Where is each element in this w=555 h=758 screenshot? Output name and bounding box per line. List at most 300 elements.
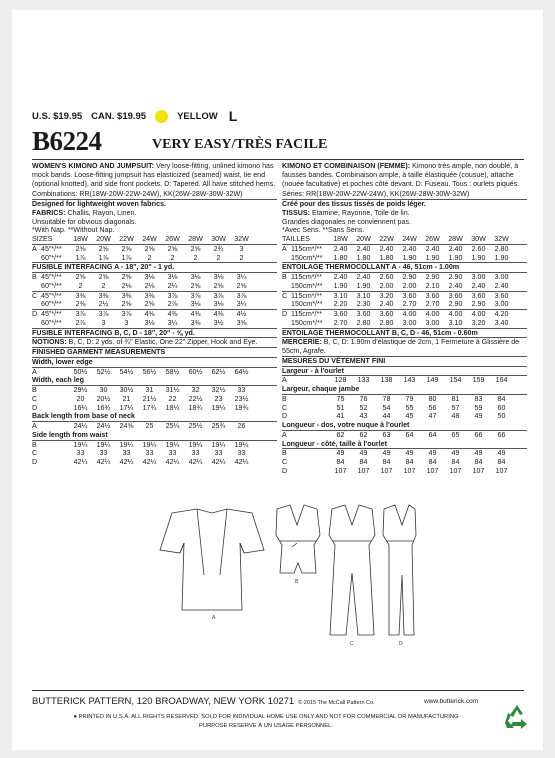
row-value: 3¼: [236, 273, 247, 281]
row-value: 56: [428, 403, 437, 412]
row-value: 64: [428, 430, 437, 439]
row-value: 19¼: [211, 440, 226, 449]
row-value: 2.60: [379, 273, 394, 281]
row-value: 3.20: [471, 318, 486, 327]
row-value: 2⅝: [190, 244, 201, 253]
interfacing-line: FUSIBLE INTERFACING A - 18", 20" - 1 yd.: [32, 263, 277, 273]
sizes-label: SIZES: [32, 235, 53, 243]
view-d-jumpsuit-drawing: [383, 505, 416, 635]
row-key: D: [282, 310, 288, 318]
row-value: 3¼: [167, 318, 178, 327]
row-value: 2.90: [448, 300, 463, 309]
row-value: 2.40: [333, 273, 348, 281]
row-value: 3.00: [425, 318, 440, 327]
row-value: 3.00: [494, 273, 509, 281]
row-value: 1⅞: [121, 253, 132, 262]
row-value: 76: [359, 394, 368, 403]
row-value: 3.10: [448, 318, 463, 327]
row-value: 43: [359, 412, 368, 421]
row-value: 3⅜: [98, 291, 109, 300]
row-value: 133: [357, 376, 370, 385]
description-title: KIMONO ET COMBINAISON (FEMME):: [282, 162, 411, 170]
row-value: 2⅞: [167, 300, 178, 309]
row-value: 50½: [73, 367, 88, 376]
row-value: 60½: [188, 367, 203, 376]
row-value: 49: [451, 449, 460, 458]
yardage-row: [32, 282, 277, 292]
yardage-row: [282, 300, 527, 310]
row-value: 3¼: [236, 300, 247, 309]
row-key: [32, 282, 41, 291]
row-key: B: [282, 273, 287, 281]
row-value: 19¼: [211, 403, 226, 412]
measurement-heading: Side length from waist: [32, 431, 277, 441]
row-value: 49: [474, 412, 483, 421]
size-header-cell: 30W: [471, 235, 486, 243]
row-value: 84: [474, 458, 483, 466]
row-value: 2.10: [425, 281, 440, 290]
row-value: 4.00: [425, 310, 440, 318]
row-value: 2½: [98, 300, 109, 309]
row-value: 44: [382, 412, 391, 421]
price-row: [32, 108, 237, 124]
row-value: 2¼: [167, 281, 178, 290]
company-address: BUTTERICK PATTERN, 120 BROADWAY, NEW YORK 10271: [32, 696, 295, 707]
row-value: 25¼: [165, 422, 180, 430]
row-key: B: [32, 440, 37, 449]
garment-line-drawings: [152, 495, 417, 660]
row-value: 42¼: [96, 458, 111, 466]
fabrics-text: Challis, Rayon, Linen.: [67, 208, 137, 217]
measurement-heading: Largeur - à l'ourlet: [282, 367, 527, 377]
row-width: 150cm*/**: [291, 281, 323, 290]
row-value: 18¾: [188, 403, 203, 412]
measurement-row: [282, 412, 527, 421]
row-value: 1.90: [333, 281, 348, 290]
row-value: 49: [474, 449, 483, 458]
unsuitable-note: Grandes diagonales ne conviennent pas.: [282, 217, 411, 226]
combinations: Combinations: RR(18W-20W-22W-24W), KK(26W-28W-30W-32W): [32, 190, 277, 200]
row-value: 33: [168, 449, 177, 458]
interfacing-line: ENTOILAGE THERMOCOLLANT B, C, D - 46, 51cm - 0.60m: [282, 329, 527, 339]
row-width: [291, 449, 329, 458]
notions-line: [32, 338, 277, 348]
view-c-jumpsuit-drawing: [329, 505, 375, 635]
row-value: 3⅜: [75, 291, 86, 300]
row-value: 84: [428, 458, 437, 466]
row-value: 3: [101, 318, 106, 327]
row-key: [282, 300, 291, 309]
color-dot-icon: [155, 110, 168, 123]
row-value: 56½: [142, 367, 157, 376]
description-text: Very loose-fitting, unlined kimono has mock bands. Loose-fitting jumpsuit has elasticized (seamed) waist, tie end (optional knotted), and side front pockets. D: Tapered. All have stitched hems.: [32, 162, 276, 188]
row-value: 107: [334, 466, 347, 475]
row-value: 2: [239, 253, 244, 262]
fig-label-a: A: [212, 615, 216, 621]
row-value: 64: [405, 430, 414, 439]
row-value: 2.40: [402, 244, 417, 253]
yardage-row: [32, 254, 277, 264]
row-value: 2.70: [333, 318, 348, 327]
copyright: © 2015 The McCall Pattern Co.: [298, 700, 375, 706]
row-value: 3⅞: [167, 291, 178, 300]
row-value: 3.60: [471, 291, 486, 300]
row-value: 4⅜: [144, 310, 155, 318]
row-value: 57: [451, 403, 460, 412]
nap-note: *Avec Sens. **Sans Sens.: [282, 226, 365, 235]
row-value: 19¼: [188, 440, 203, 449]
row-value: 33: [191, 449, 200, 458]
row-value: 33: [214, 449, 223, 458]
row-value: 2.40: [379, 300, 394, 309]
row-value: 164: [495, 376, 508, 385]
measurement-heading: Largeur, chaque jambe: [282, 385, 527, 395]
size-header-cell: 24W: [142, 235, 157, 243]
row-value: 24⅝: [119, 422, 134, 430]
size-code: L: [228, 108, 238, 124]
row-value: 84: [451, 458, 460, 466]
row-value: 107: [472, 466, 485, 475]
row-value: 3⅞: [213, 291, 224, 300]
row-value: 33: [237, 449, 246, 458]
yardage-row: [32, 245, 277, 254]
row-value: 42¼: [211, 458, 226, 466]
row-value: 20: [76, 394, 85, 403]
row-value: 3.40: [494, 318, 509, 327]
fabrics-line: [282, 209, 527, 218]
row-value: 2: [78, 281, 83, 290]
size-header-cell: 30W: [211, 235, 226, 243]
row-value: 83: [474, 394, 483, 403]
row-width: 60"*/**: [41, 281, 62, 290]
row-value: 59: [474, 403, 483, 412]
website-link[interactable]: www.butterick.com: [424, 698, 479, 705]
row-value: 80: [428, 394, 437, 403]
row-value: 143: [403, 376, 416, 385]
row-width: 115cm*/**: [291, 291, 323, 300]
row-value: 3.60: [333, 310, 348, 318]
size-header-cell: 26W: [165, 235, 180, 243]
measurement-row: [282, 467, 527, 476]
row-value: 2⅝: [144, 244, 155, 253]
yardage-row: [32, 273, 277, 282]
row-value: 24½: [96, 422, 111, 430]
interfacing-line: ENTOILAGE THERMOCOLLANT A - 46, 51cm - 1.00m: [282, 263, 527, 273]
row-value: 41: [336, 412, 345, 421]
row-value: 25½: [188, 422, 203, 430]
description-paragraph: [32, 162, 277, 188]
row-value: 4⅜: [167, 310, 178, 318]
difficulty-label: VERY EASY/TRÈS FACILE: [152, 137, 328, 152]
row-value: 3.60: [402, 291, 417, 300]
measurement-row: [32, 395, 277, 404]
row-value: 19¼: [96, 440, 111, 449]
row-width: 115cm*/**: [291, 273, 323, 281]
row-value: 21½: [142, 394, 157, 403]
row-value: 2: [101, 281, 106, 290]
french-column: [282, 162, 527, 476]
row-value: 3.00: [494, 300, 509, 309]
row-value: 64½: [234, 367, 249, 376]
row-value: 62: [336, 430, 345, 439]
row-value: 49: [382, 449, 391, 458]
row-key: A: [32, 422, 37, 430]
row-value: 2⅝: [167, 244, 178, 253]
row-value: 55: [405, 403, 414, 412]
row-value: 29½: [73, 386, 88, 394]
size-header-cell: 18W: [333, 235, 348, 243]
row-value: 23: [214, 394, 223, 403]
row-value: 3.10: [333, 291, 348, 300]
row-key: C: [282, 458, 288, 466]
row-value: 3: [124, 318, 129, 327]
row-value: 1.80: [379, 253, 394, 262]
row-value: 2: [147, 253, 152, 262]
row-value: 45: [405, 412, 414, 421]
row-value: 3.60: [448, 291, 463, 300]
row-value: 1.90: [471, 253, 486, 262]
pattern-envelope-back: [12, 10, 543, 750]
row-key: C: [32, 449, 38, 458]
row-value: 2: [216, 253, 221, 262]
row-value: 2⅛: [144, 281, 155, 290]
row-value: 2.40: [425, 244, 440, 253]
sizes-header: [32, 235, 277, 245]
footer-company-line: [32, 696, 479, 707]
row-value: 2⅝: [213, 281, 224, 290]
row-value: 3⅛: [213, 300, 224, 309]
row-value: 3⅞: [236, 291, 247, 300]
sizes-label: TAILLES: [282, 235, 310, 243]
description-paragraph: [282, 162, 527, 188]
fig-label-d: D: [399, 641, 403, 647]
size-header-cell: 24W: [402, 235, 417, 243]
row-value: 42¼: [165, 458, 180, 466]
row-value: 128: [334, 376, 347, 385]
nap-note: *With Nap. **Without Nap.: [32, 226, 115, 235]
row-value: 79: [405, 394, 414, 403]
sizes-header: [282, 235, 527, 245]
fig-label-c: C: [350, 641, 354, 647]
measurement-row: [32, 368, 277, 377]
row-key: A: [282, 244, 287, 253]
row-width: [291, 431, 329, 440]
notions-text: B, C, D: 2 yds. of ¾" Elastic, One 22" Zipper, Hook and Eye.: [68, 338, 258, 347]
size-header-cell: 20W: [356, 235, 371, 243]
row-value: 62: [359, 430, 368, 439]
row-value: 2⅝: [121, 300, 132, 309]
row-value: 159: [472, 376, 485, 385]
finished-measurements-title: MESURES DU VÊTEMENT FINI: [282, 357, 527, 367]
measurement-heading: Back length from base of neck: [32, 412, 277, 422]
can-price: CAN. $19.95: [91, 110, 147, 122]
fabrics-line: [32, 209, 277, 218]
row-key: C: [32, 394, 38, 403]
size-header-cell: 32W: [494, 235, 509, 243]
row-key: D: [32, 310, 38, 318]
row-width: 45"*/**: [41, 310, 62, 318]
row-value: 107: [495, 466, 508, 475]
row-value: 2.80: [379, 318, 394, 327]
row-key: [32, 254, 41, 263]
row-value: 33: [122, 449, 131, 458]
row-width: 60"*/**: [41, 318, 62, 327]
notions-text: B, C, D: 1.90m d'élastique de 2cm, 1 Fermeture à Glissière de 55cm, Agrafe.: [282, 338, 520, 355]
row-value: 49: [497, 449, 506, 458]
fabrics-label: FABRICS:: [32, 208, 66, 217]
yardage-row: [32, 292, 277, 301]
row-value: 107: [426, 466, 439, 475]
yardage-row: [282, 282, 527, 292]
row-value: 33: [99, 449, 108, 458]
row-value: 32: [191, 386, 200, 394]
row-value: 42¼: [142, 458, 157, 466]
row-width: 60"*/**: [41, 253, 62, 262]
finished-measurements-title: FINISHED GARMENT MEASUREMENTS: [32, 348, 277, 358]
row-value: 25¾: [211, 422, 226, 430]
row-value: 17¼: [119, 403, 134, 412]
yardage-row: [282, 245, 527, 254]
measurement-row: [282, 458, 527, 467]
size-header-cell: 28W: [188, 235, 203, 243]
recycle-icon: [503, 704, 531, 730]
row-width: 60"*/**: [41, 300, 62, 309]
row-value: 58½: [165, 367, 180, 376]
row-value: 22: [168, 394, 177, 403]
measurement-row: [282, 449, 527, 458]
row-width: 150cm*/**: [291, 318, 323, 327]
row-value: 4⅜: [190, 310, 201, 318]
row-value: 2.90: [448, 273, 463, 281]
row-width: [41, 404, 69, 413]
row-width: 150cm*/**: [291, 300, 323, 309]
row-key: D: [282, 466, 288, 475]
row-key: A: [282, 376, 287, 385]
size-header-cell: 22W: [119, 235, 134, 243]
row-value: 49: [405, 449, 414, 458]
row-value: 19¼: [165, 440, 180, 449]
row-value: 33: [145, 449, 154, 458]
row-value: 2¾: [213, 244, 224, 253]
row-value: 3: [239, 244, 244, 253]
row-value: 30: [99, 386, 108, 394]
row-value: 19¼: [119, 440, 134, 449]
row-value: 2.40: [494, 281, 509, 290]
unsuitable-note: Unsuitable for obvious diagonals.: [32, 217, 137, 226]
row-value: 1.80: [333, 253, 348, 262]
row-value: 18¼: [165, 403, 180, 412]
row-key: C: [282, 291, 288, 300]
row-value: 25: [145, 422, 154, 430]
view-b-romper-drawing: [276, 505, 320, 573]
row-value: 3⅞: [98, 310, 109, 318]
row-value: 21: [122, 394, 131, 403]
row-value: 54½: [119, 367, 134, 376]
row-value: 4½: [236, 310, 247, 318]
row-key: A: [282, 430, 287, 439]
row-value: 2.80: [494, 244, 509, 253]
row-value: 65: [451, 430, 460, 439]
row-value: 42¼: [188, 458, 203, 466]
row-value: 3.60: [356, 310, 371, 318]
row-key: A: [32, 367, 37, 376]
row-width: [291, 376, 329, 385]
row-value: 107: [449, 466, 462, 475]
row-value: 2⅝: [190, 281, 201, 290]
footer-divider: [32, 690, 524, 691]
row-value: 3.60: [494, 291, 509, 300]
row-value: 3⅛: [167, 273, 178, 281]
row-value: 3⅝: [236, 318, 247, 327]
size-header-cell: 22W: [379, 235, 394, 243]
row-value: 19¼: [142, 440, 157, 449]
row-value: 2⅝: [75, 273, 86, 281]
row-key: B: [282, 394, 287, 403]
row-value: 2.30: [356, 300, 371, 309]
register-icon: ●: [73, 714, 77, 720]
row-value: 4.00: [402, 310, 417, 318]
row-key: [32, 300, 41, 309]
measurement-row: [282, 395, 527, 404]
row-value: 33: [237, 386, 246, 394]
row-value: 107: [357, 466, 370, 475]
row-value: 2.20: [333, 300, 348, 309]
row-value: 1.90: [448, 253, 463, 262]
row-width: [41, 458, 69, 467]
row-value: 31½: [165, 386, 180, 394]
row-value: 3⅜: [121, 291, 132, 300]
yardage-row: [32, 300, 277, 310]
row-value: 20½: [96, 394, 111, 403]
row-value: 54: [382, 403, 391, 412]
row-value: 3.60: [425, 291, 440, 300]
row-width: [41, 368, 69, 377]
header-divider: [32, 159, 524, 160]
row-value: 66: [474, 430, 483, 439]
row-value: 32½: [211, 386, 226, 394]
row-value: 2.40: [448, 244, 463, 253]
size-header-cell: 26W: [425, 235, 440, 243]
rights-notice: [36, 713, 496, 731]
row-value: 84: [382, 458, 391, 466]
row-width: [41, 449, 69, 458]
row-value: 4⅜: [213, 310, 224, 318]
row-value: 49: [428, 449, 437, 458]
row-value: 2.00: [379, 281, 394, 290]
notions-line: [282, 338, 527, 357]
row-value: 2⅜: [75, 300, 86, 309]
row-width: [291, 458, 329, 467]
measurement-heading: Longueur - dos, votre nuque à l'ourlet: [282, 421, 527, 431]
row-value: 4.00: [471, 310, 486, 318]
yardage-row: [282, 273, 527, 282]
rights-english: PRINTED IN U.S.A. ALL RIGHTS RESERVED. SOLD FOR INDIVIDUAL HOME USE ONLY AND NOT FOR COMMERCIAL OR MANUFACTURING: [78, 714, 459, 720]
row-value: 75: [336, 394, 345, 403]
view-a-kimono-drawing: [160, 509, 264, 610]
notions-label: NOTIONS:: [32, 338, 67, 347]
row-value: 26: [237, 422, 246, 430]
row-value: 3.60: [379, 310, 394, 318]
row-width: [41, 395, 69, 404]
row-key: B: [32, 386, 37, 394]
yardage-row: [282, 292, 527, 301]
row-value: 31: [145, 386, 154, 394]
measurement-heading: Longueur - côté, taille à l'ourlet: [282, 440, 527, 450]
row-value: 3⅛: [144, 273, 155, 281]
row-value: 3⅜: [144, 291, 155, 300]
measurement-row: [282, 431, 527, 440]
row-value: 3.20: [379, 291, 394, 300]
